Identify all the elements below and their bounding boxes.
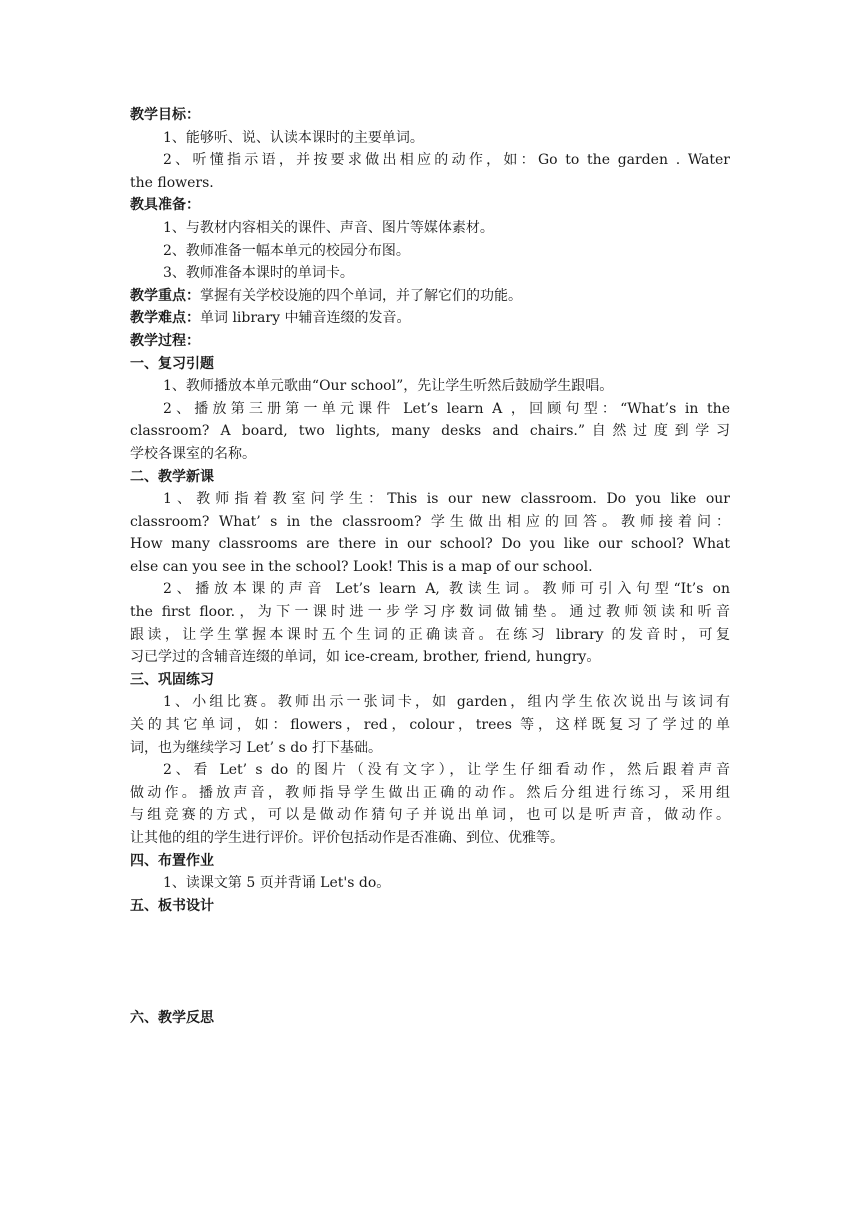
key-point-row — [130, 285, 730, 308]
board-design-heading: 五、板书设计 — [130, 897, 214, 914]
materials-item-2: 2、教师准备一幅本单元的校园分布图。 — [163, 242, 410, 259]
process-heading: 教学过程： — [130, 332, 200, 349]
key-point-text: 掌握有关学校设施的四个单词，并了解它们的功能。 — [200, 287, 522, 304]
materials-item-3: 3、教师准备本课时的单词卡。 — [163, 265, 354, 282]
materials-heading: 教具准备： — [130, 197, 200, 214]
goals-item-1: 1、能够听、说、认读本课时的主要单词。 — [163, 129, 424, 146]
goals-item-2-line-2: the flowers. — [130, 174, 214, 191]
homework-paragraph-1: 1、读课文第 5 页并背诵 Let's do。 — [163, 875, 391, 892]
lesson-plan-document — [130, 104, 730, 1030]
goals-item-2-line-1: 2、听懂指示语，并按要求做出相应的动作，如：Go to the garden . Water — [163, 152, 730, 169]
materials-item-1: 1、与教材内容相关的课件、声音、图片等媒体素材。 — [163, 219, 494, 236]
review-paragraph-2-line-1: 2、播放第三册第一单元课件 Let’s learn A ，回顾句型：“What’s in the — [163, 400, 730, 417]
practice-paragraph-2-line-2: 做动作。播放声音，教师指导学生做出正确的动作。然后分组进行练习，采用组 — [130, 784, 730, 801]
practice-paragraph-2-line-1: 2、看 Let’ s do 的图片（没有文字），让学生仔细看动作，然后跟着声音 — [163, 762, 730, 779]
difficult-point-row — [130, 307, 730, 330]
new-lesson-heading: 二、教学新课 — [130, 468, 214, 485]
practice-paragraph-1-line-1: 1、小组比赛。教师出示一张词卡，如 garden，组内学生依次说出与该词有 — [163, 694, 730, 711]
reflection-heading: 六、教学反思 — [130, 1010, 214, 1027]
review-paragraph-2-line-2: classroom? A board, two lights, many desks and chairs.”自然过度到学习 — [130, 423, 730, 440]
practice-paragraph-2-line-4: 让其他的组的学生进行评价。评价包括动作是否准确、到位、优雅等。 — [130, 830, 564, 846]
difficult-point-label: 教学难点： — [130, 310, 200, 327]
homework-heading: 四、布置作业 — [130, 852, 214, 869]
new-lesson-paragraph-1-line-2: classroom? What’ s in the classroom? 学生做出相应的回答。教师接着问： — [130, 513, 730, 530]
practice-paragraph-1-line-2: 关的其它单词，如：flowers，red，colour，trees 等，这样既复习了学过的单 — [130, 717, 730, 734]
new-lesson-paragraph-2-line-3: 跟读，让学生掌握本课时五个生词的正确读音。在练习 library 的发音时，可复 — [130, 626, 730, 643]
key-point-label: 教学重点： — [130, 287, 200, 304]
practice-paragraph-2-line-3: 与组竞赛的方式，可以是做动作猜句子并说出单词，也可以是听声音，做动作。 — [130, 807, 730, 824]
new-lesson-paragraph-1-line-4: else can you see in the school? Look! This is a map of our school. — [130, 558, 593, 575]
goals-heading: 教学目标： — [130, 107, 200, 123]
board-design-blank-area — [130, 917, 730, 1007]
new-lesson-paragraph-1-line-3: How many classrooms are there in our school? Do you like our school? What — [130, 536, 730, 553]
review-paragraph-1: 1、教师播放本单元歌曲“Our school”，先让学生听然后鼓励学生跟唱。 — [163, 378, 614, 395]
practice-paragraph-1-line-3: 词，也为继续学习 Let’ s do 打下基础。 — [130, 739, 383, 756]
practice-heading: 三、巩固练习 — [130, 671, 214, 688]
new-lesson-paragraph-2-line-2: the first floor.，为下一课时进一步学习序数词做铺垫。通过教师领读和听音 — [130, 604, 730, 621]
new-lesson-paragraph-2-line-4: 习已学过的含辅音连缀的单词，如 ice-cream, brother, friend, hungry。 — [130, 649, 601, 666]
new-lesson-paragraph-1-line-1: 1、教师指着教室问学生：This is our new classroom. Do you like our — [163, 491, 730, 508]
review-paragraph-2-line-3: 学校各课室的名称。 — [130, 445, 256, 462]
difficult-point-text: 单词 library 中辅音连缀的发音。 — [200, 310, 411, 327]
new-lesson-paragraph-2-line-1: 2、播放本课的声音 Let’s learn A, 教读生词。教师可引入句型“It’s on — [163, 581, 730, 598]
review-heading: 一、复习引题 — [130, 355, 214, 372]
